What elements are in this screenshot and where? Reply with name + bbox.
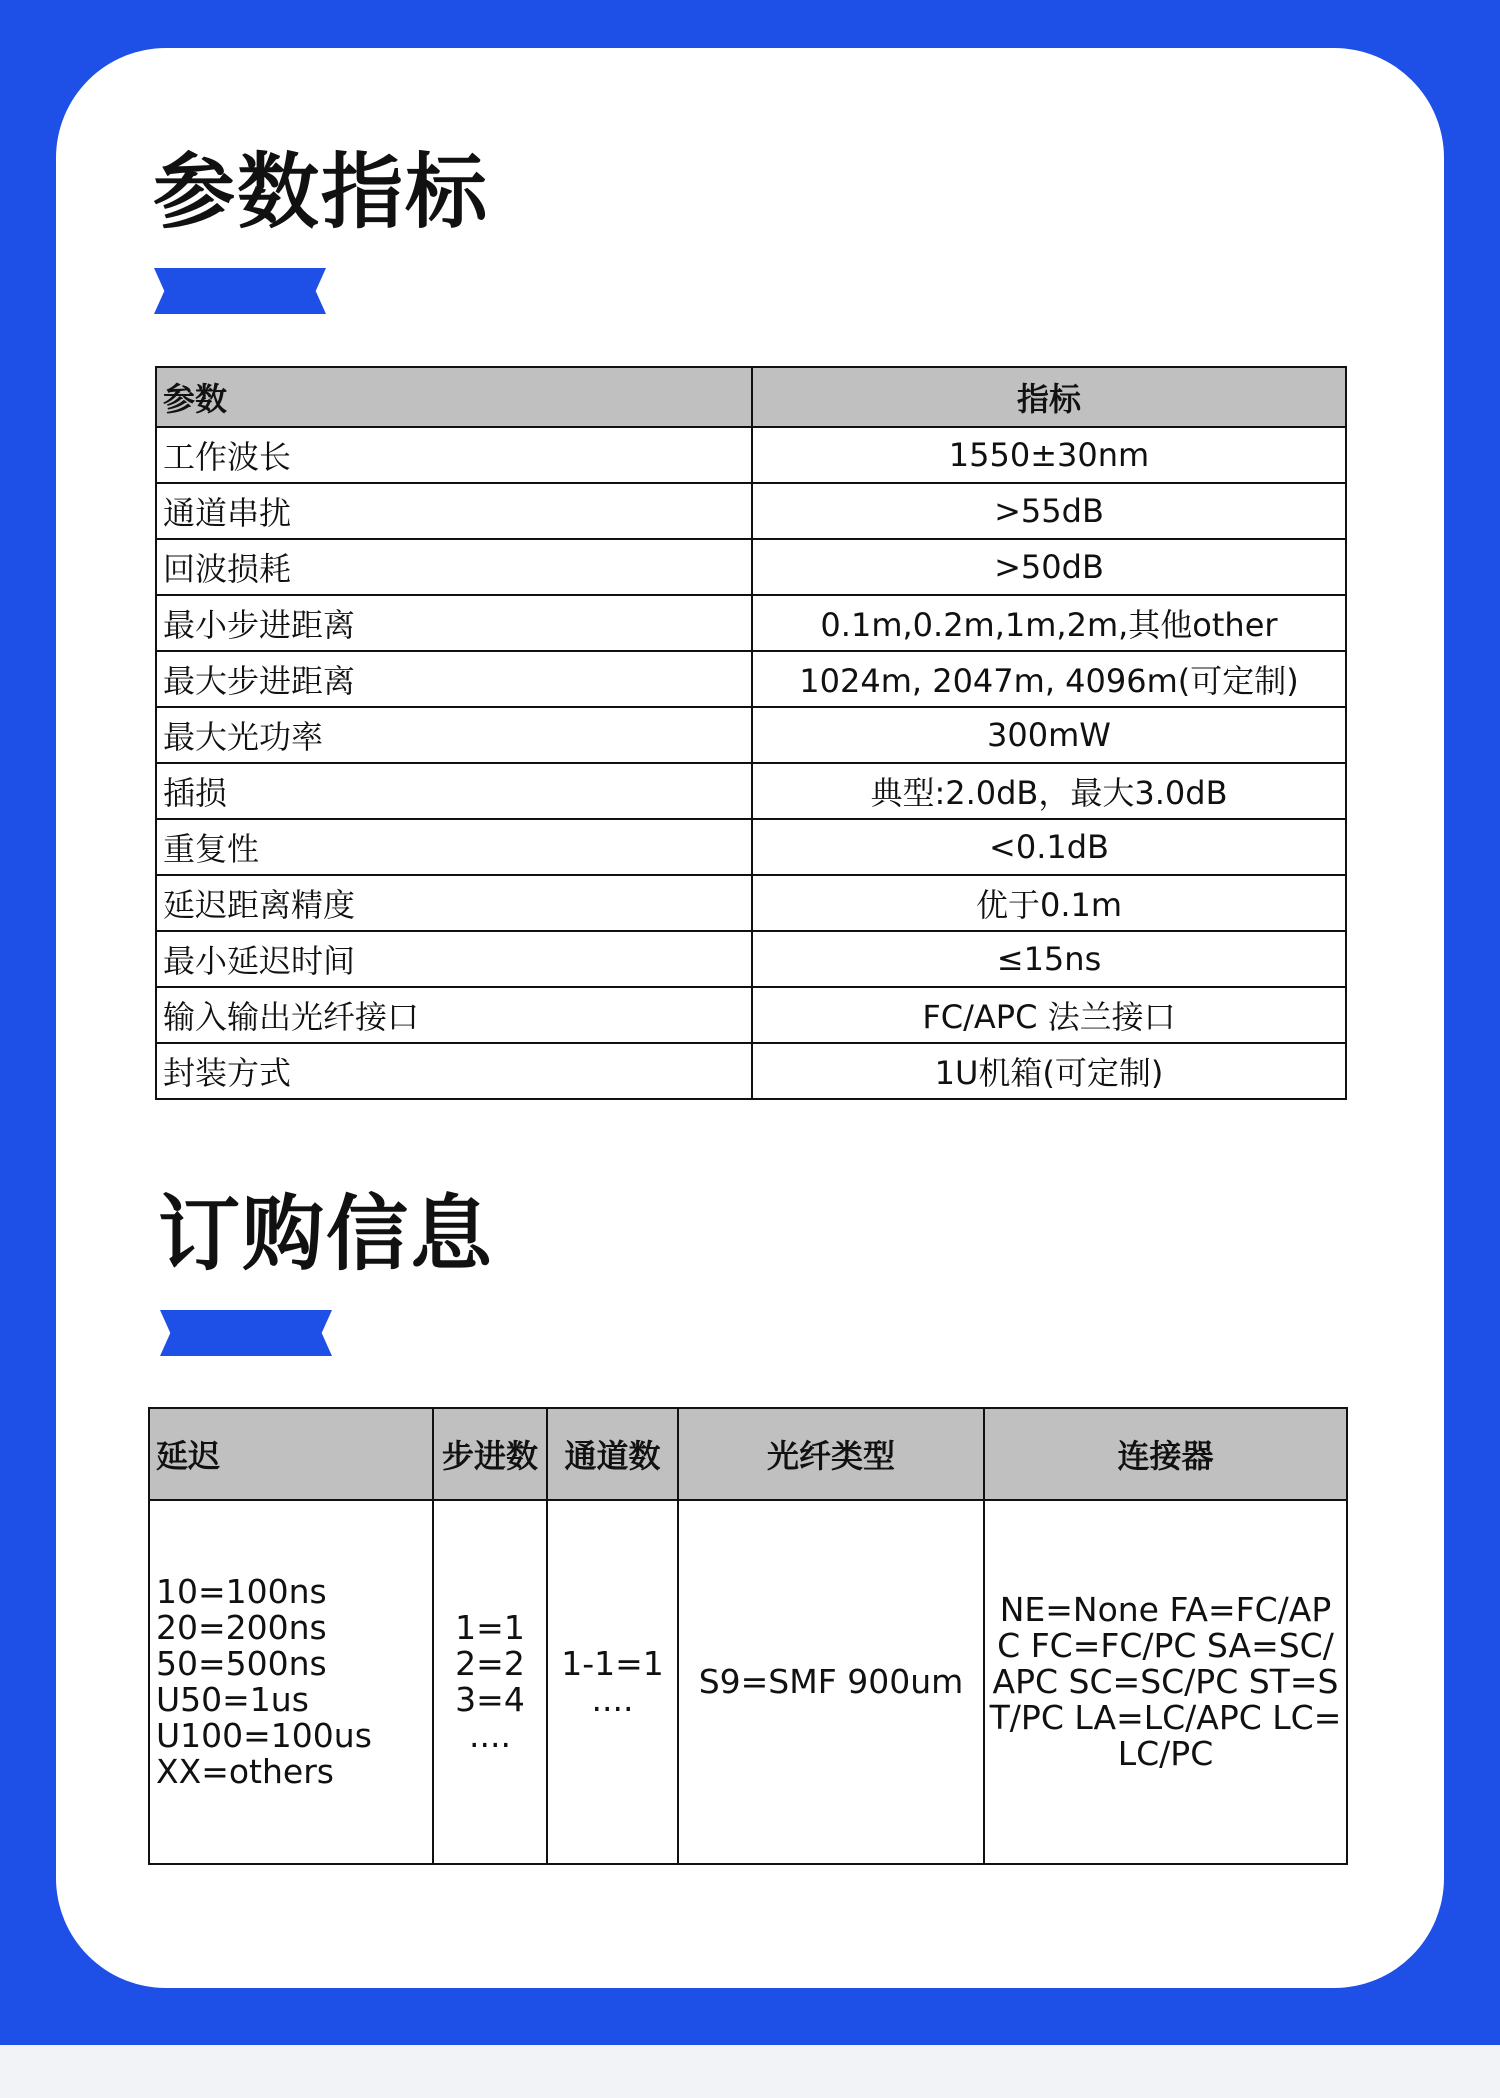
spec-value-cell: >55dB <box>752 483 1346 539</box>
table-row <box>156 819 1346 875</box>
spec-value-cell: 1024m, 2047m, 4096m(可定制) <box>752 651 1346 707</box>
spec-value-cell: 1550±30nm <box>752 427 1346 483</box>
spec-header-param: 参数 <box>156 367 752 427</box>
spec-value-cell: >50dB <box>752 539 1346 595</box>
spec-value-cell: 300mW <box>752 707 1346 763</box>
table-row <box>156 483 1346 539</box>
delay-option: XX=others <box>156 1752 334 1791</box>
order-table <box>148 1407 1348 1865</box>
delay-options-cell <box>149 1500 433 1864</box>
table-row <box>156 595 1346 651</box>
spec-table-header-row <box>156 367 1346 427</box>
connector-options-cell: NE=None FA=FC/APC FC=FC/PC SA=SC/APC SC=SC/PC ST=ST/PC LA=LC/APC LC=LC/PC <box>984 1500 1347 1864</box>
table-row <box>156 875 1346 931</box>
delay-option: U100=100us <box>156 1716 372 1755</box>
table-row <box>149 1500 1347 1864</box>
step-option: 1=1 <box>455 1608 525 1647</box>
order-header-channels: 通道数 <box>547 1408 678 1500</box>
order-header-step: 步进数 <box>433 1408 547 1500</box>
spec-header-value: 指标 <box>752 367 1346 427</box>
spec-param-cell: 最大步进距离 <box>156 651 752 707</box>
delay-option: U50=1us <box>156 1680 309 1719</box>
table-row <box>156 1043 1346 1099</box>
spec-param-cell: 延迟距离精度 <box>156 875 752 931</box>
table-row <box>156 427 1346 483</box>
table-row <box>156 763 1346 819</box>
order-section-title: 订购信息 <box>158 1187 495 1282</box>
spec-title-accent-bar <box>154 268 326 314</box>
step-option: 3=4 <box>455 1680 525 1719</box>
spec-value-cell: 0.1m,0.2m,1m,2m,其他other <box>752 595 1346 651</box>
step-option: 2=2 <box>455 1644 525 1683</box>
table-row <box>156 707 1346 763</box>
spec-value-cell: 典型:2.0dB，最大3.0dB <box>752 763 1346 819</box>
order-header-delay: 延迟 <box>149 1408 433 1500</box>
fiber-type-cell: S9=SMF 900um <box>678 1500 984 1864</box>
spec-value-cell: 1U机箱(可定制) <box>752 1043 1346 1099</box>
spec-param-cell: 插损 <box>156 763 752 819</box>
spec-section-title: 参数指标 <box>153 145 490 240</box>
table-row <box>156 539 1346 595</box>
channel-option: 1-1=1 <box>561 1644 664 1683</box>
spec-value-cell: 优于0.1m <box>752 875 1346 931</box>
spec-param-cell: 回波损耗 <box>156 539 752 595</box>
step-options-cell <box>433 1500 547 1864</box>
spec-param-cell: 重复性 <box>156 819 752 875</box>
table-row <box>156 931 1346 987</box>
order-title-accent-bar <box>160 1310 332 1356</box>
spec-param-cell: 通道串扰 <box>156 483 752 539</box>
order-header-connector: 连接器 <box>984 1408 1347 1500</box>
spec-value-cell: FC/APC 法兰接口 <box>752 987 1346 1043</box>
delay-option: 20=200ns <box>156 1608 327 1647</box>
step-option: .... <box>469 1716 511 1755</box>
spec-value-cell: <0.1dB <box>752 819 1346 875</box>
spec-table <box>155 366 1347 1100</box>
order-table-header-row <box>149 1408 1347 1500</box>
spec-param-cell: 输入输出光纤接口 <box>156 987 752 1043</box>
order-header-fiber: 光纤类型 <box>678 1408 984 1500</box>
spec-param-cell: 最大光功率 <box>156 707 752 763</box>
delay-option: 10=100ns <box>156 1572 327 1611</box>
spec-value-cell: ≤15ns <box>752 931 1346 987</box>
table-row <box>156 987 1346 1043</box>
delay-option: 50=500ns <box>156 1644 327 1683</box>
channel-options-cell <box>547 1500 678 1864</box>
table-row <box>156 651 1346 707</box>
spec-param-cell: 封装方式 <box>156 1043 752 1099</box>
channel-option: .... <box>591 1680 634 1719</box>
bottom-strip <box>0 2045 1500 2098</box>
spec-param-cell: 工作波长 <box>156 427 752 483</box>
spec-param-cell: 最小步进距离 <box>156 595 752 651</box>
spec-param-cell: 最小延迟时间 <box>156 931 752 987</box>
